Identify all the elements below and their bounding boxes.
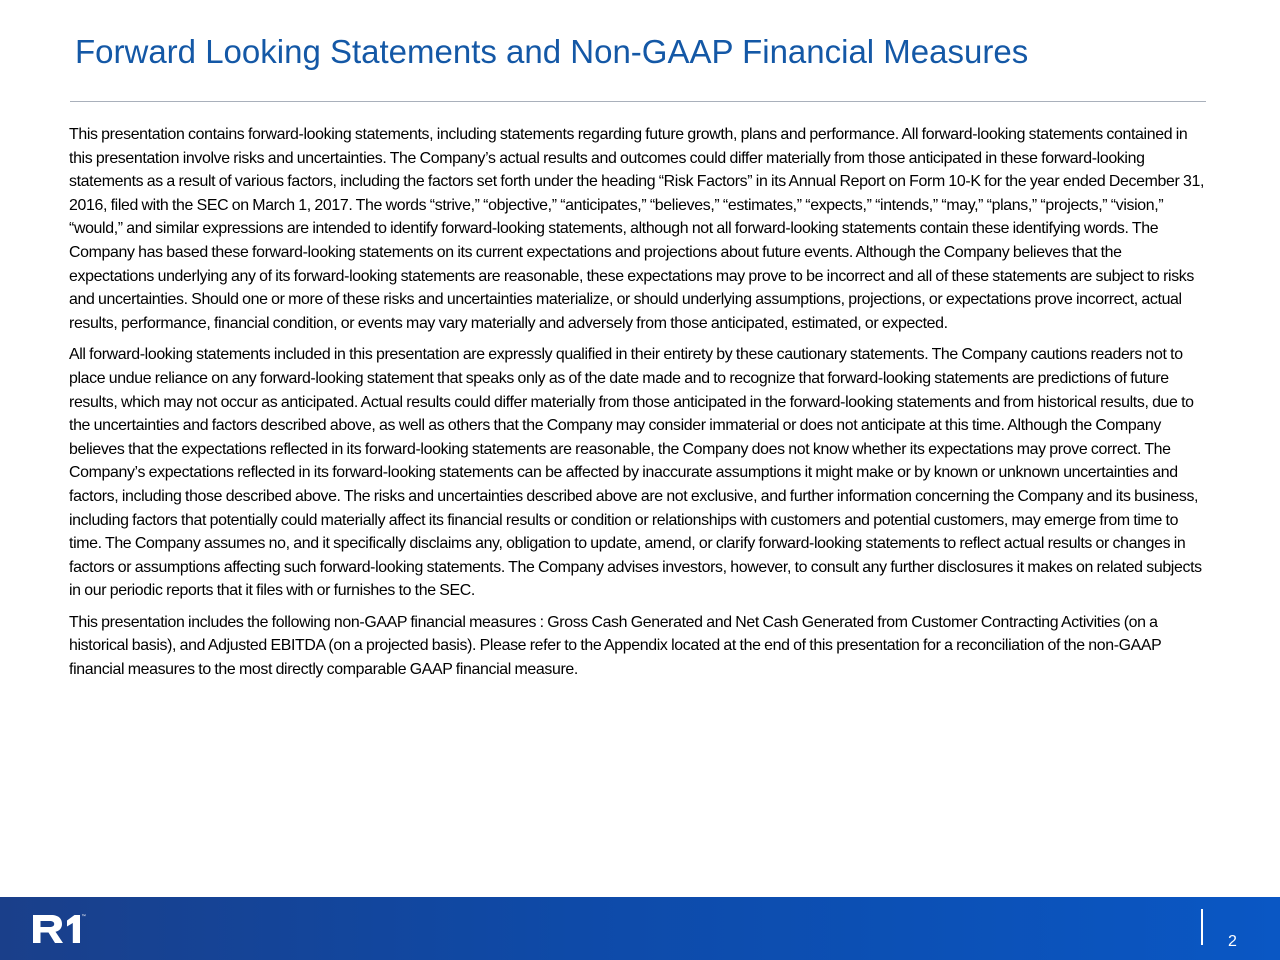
logo-trademark: ™ bbox=[81, 913, 86, 919]
page-title: Forward Looking Statements and Non-GAAP Financial Measures bbox=[75, 33, 1029, 70]
footer-divider bbox=[1201, 909, 1203, 945]
page-number: 2 bbox=[1228, 933, 1237, 950]
paragraph-cautionary: All forward-looking statements included in this presentation are expressly qualified in their entirety by these cautionary statements. The Company cautions readers not to place undue reliance on any forward-looking statement that speaks only as of the date made and to recognize that forward-looking statements are predictions of future results, which may not occur as anticipated. Actual results could differ materially from those anticipated in the forward-looking statements and from historical results, due to the uncertainties and factors described above, as well as others that the Company may consider immaterial or does not anticipate at this time. Although the Company believes that the expectations reflected in its forward-looking statements are reasonable, the Company does not know whether its expectations may prove correct. The Company’s expectations reflected in its forward-looking statements can be affected by inaccurate assumptions it might make or by known or unknown uncertainties and factors, including those described above. The risks and uncertainties described above are not exclusive, and further information concerning the Company and its business, including factors that potentially could materially affect its financial results or condition or relationships with customers and potential customers, may emerge from time to time. The Company assumes no, and it specifically disclaims any, obligation to update, amend, or clarify forward-looking statements to reflect actual results or changes in factors or assumptions affecting such forward-looking statements. The Company advises investors, however, to consult any further disclosures it makes on related subjects in our periodic reports that it files with or furnishes to the SEC. bbox=[69, 346, 1202, 600]
disclaimer-body bbox=[69, 123, 1209, 690]
paragraph-forward-looking: This presentation contains forward-looking statements, including statements regarding future growth, plans and performance. All forward-looking statements contained in this presentation involve risks and uncertainties. The Company’s actual results and outcomes could differ materially from those anticipated in these forward-looking statements as a result of various factors, including the factors set forth under the heading “Risk Factors” in its Annual Report on Form 10-K for the year ended December 31, 2016, filed with the SEC on March 1, 2017. The words “strive,” “objective,” “anticipates,” “believes,” “estimates,” “expects,” “intends,” “may,” “plans,” “projects,” “vision,” “would,” and similar expressions are intended to identify forward-looking statements, although not all forward-looking statements contain these identifying words. The Company has based these forward-looking statements on its current expectations and projections about future events. Although the Company believes that the expectations underlying any of its forward-looking statements are reasonable, these expectations may prove to be incorrect and all of these statements are subject to risks and uncertainties. Should one or more of these risks and uncertainties materialize, or should underlying assumptions, projections, or expectations prove incorrect, actual results, performance, financial condition, or events may vary materially and adversely from those anticipated, estimated, or expected. bbox=[69, 126, 1205, 332]
title-divider bbox=[70, 101, 1206, 102]
paragraph-non-gaap: This presentation includes the following non-GAAP financial measures : Gross Cash Generated and Net Cash Generated from Customer Contracting Activities (on a historical basis), and Adjusted EBITDA (on a projected basis). Please refer to the Appendix located at the end of this presentation for a reconciliation of the non-GAAP financial measures to the most directly comparable GAAP financial measure. bbox=[69, 613, 1162, 679]
footer-bar bbox=[0, 897, 1280, 960]
r1-logo-icon bbox=[33, 912, 87, 944]
